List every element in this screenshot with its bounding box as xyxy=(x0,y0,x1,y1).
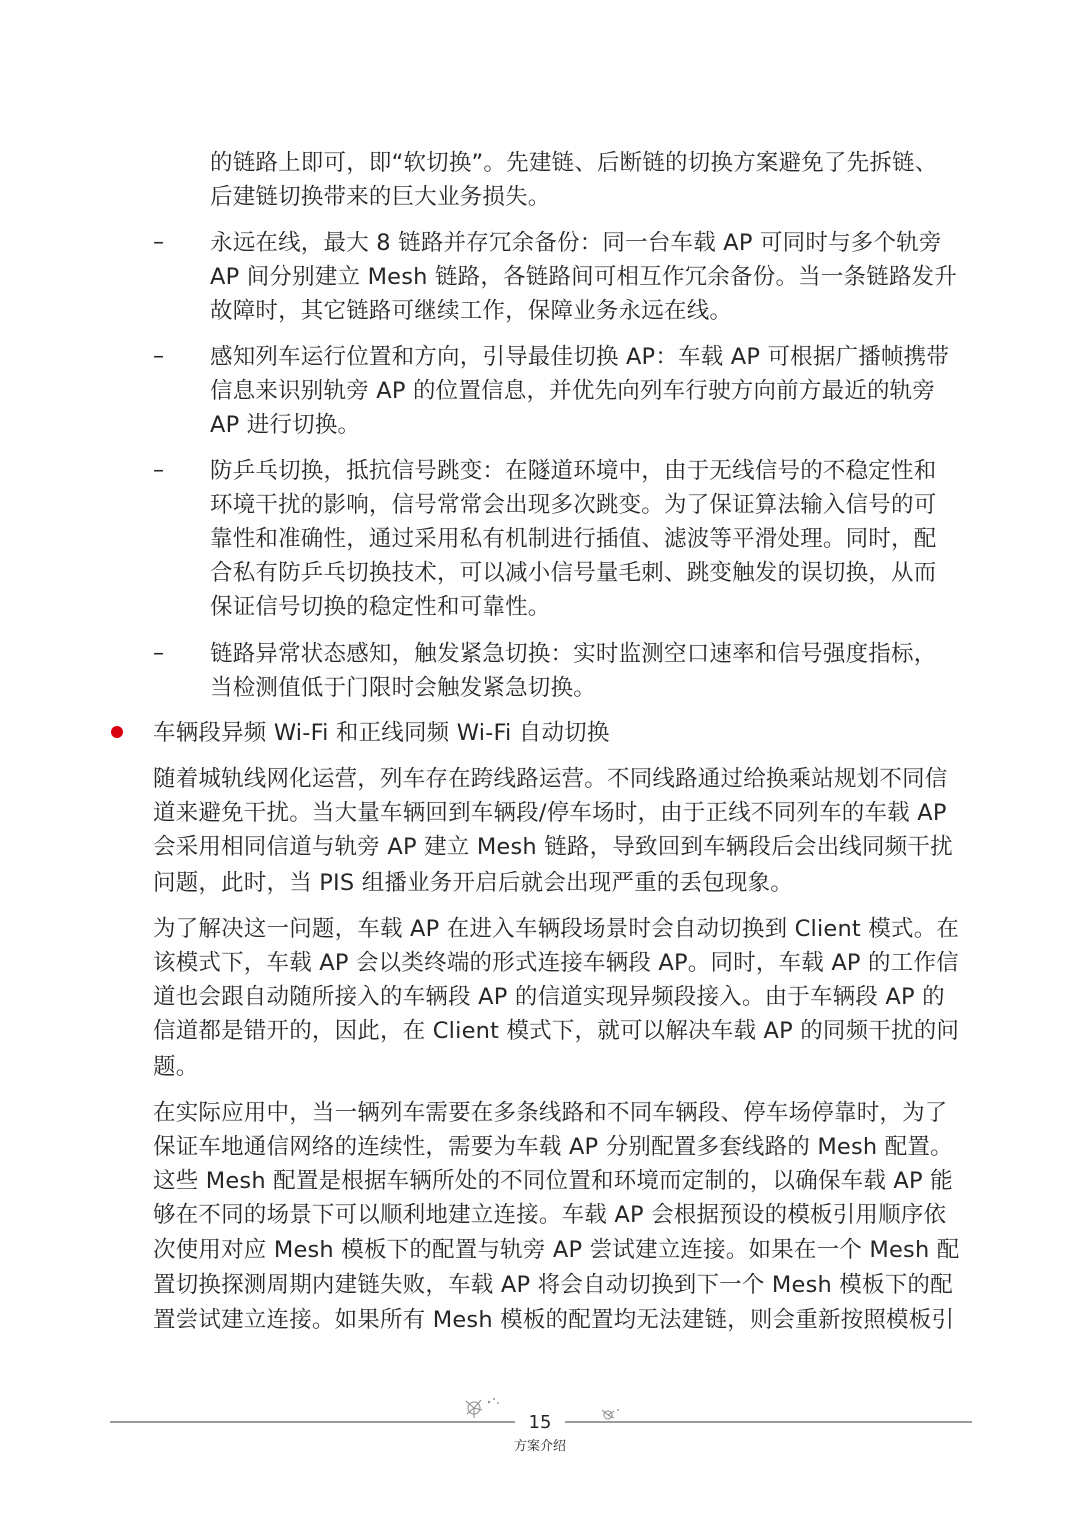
paragraph-line: 会采用相同信道与轨旁 AP 建立 Mesh 链路，导致回到车辆段后会出线同频干扰 xyxy=(153,834,953,860)
paragraph-line: 信道都是错开的，因此，在 Client 模式下，就可以解决车载 AP 的同频干扰的问 xyxy=(153,1018,960,1044)
dash-item-line: 链路异常状态感知，触发紧急切换：实时监测空口速率和信号强度指标， xyxy=(210,641,937,667)
dash-marker: – xyxy=(153,344,164,369)
footer-rule-right xyxy=(565,1421,972,1423)
dash-item-line: 环境干扰的影响，信号常常会出现多次跳变。为了保证算法输入信号的可 xyxy=(210,492,937,518)
paragraph-line: 置切换探测周期内建链失败，车载 AP 将会自动切换到下一个 Mesh 模板下的配 xyxy=(153,1272,953,1298)
dash-item-line: 信息来识别轨旁 AP 的位置信息，并优先向列车行驶方向前方最近的轨旁 xyxy=(210,378,936,404)
paragraph-line: 道来避免干扰。当大量车辆回到车辆段/停车场时，由于正线不同列车的车载 AP xyxy=(153,800,947,826)
dandelion-icon xyxy=(462,1396,504,1420)
paragraph-line: 置尝试建立连接。如果所有 Mesh 模板的配置均无法建链，则会重新按照模板引 xyxy=(153,1307,955,1333)
paragraph-line: 随着城轨线网化运营，列车存在跨线路运营。不同线路通过给换乘站规划不同信 xyxy=(153,766,948,792)
bullet-heading: 车辆段异频 Wi-Fi 和正线同频 Wi-Fi 自动切换 xyxy=(153,720,610,746)
body-line: 的链路上即可，即“软切换”。先建链、后断链的切换方案避免了先拆链、 xyxy=(210,150,938,176)
paragraph-line: 该模式下，车载 AP 会以类终端的形式连接车辆段 AP。同时，车载 AP 的工作信 xyxy=(153,950,959,976)
dash-item-line: 保证信号切换的稳定性和可靠性。 xyxy=(210,594,551,620)
dash-item-line: 故障时，其它链路可继续工作，保障业务永远在线。 xyxy=(210,298,733,324)
dash-item-line: 防乒乓切换，抵抗信号跳变：在隧道环境中，由于无线信号的不稳定性和 xyxy=(210,458,937,484)
paragraph-line: 道也会跟自动随所接入的车辆段 AP 的信道实现异频段接入。由于车辆段 AP 的 xyxy=(153,984,945,1010)
footer-section-name: 方案介绍 xyxy=(513,1439,566,1454)
bullet-dot xyxy=(111,726,123,738)
paragraph-line: 问题，此时，当 PIS 组播业务开启后就会出现严重的丢包现象。 xyxy=(153,870,793,896)
paragraph-line: 次使用对应 Mesh 模板下的配置与轨旁 AP 尝试建立连接。如果在一个 Mesh 配 xyxy=(153,1237,960,1263)
paragraph-line: 这些 Mesh 配置是根据车辆所处的不同位置和环境而定制的，以确保车载 AP 能 xyxy=(153,1168,953,1194)
dash-item-line: 永远在线，最大 8 链路并存冗余备份：同一台车载 AP 可同时与多个轨旁 xyxy=(210,230,942,256)
dash-item-line: 靠性和准确性，通过采用私有机制进行插值、滤波等平滑处理。同时，配 xyxy=(210,526,937,552)
dash-marker: – xyxy=(153,230,164,255)
paragraph-line: 够在不同的场景下可以顺利地建立连接。车载 AP 会根据预设的模板引用顺序依 xyxy=(153,1202,947,1228)
dash-item-line: 当检测值低于门限时会触发紧急切换。 xyxy=(210,675,596,701)
paragraph-line: 为了解决这一问题，车载 AP 在进入车辆段场景时会自动切换到 Client 模式。在 xyxy=(153,916,960,942)
footer-rule-left xyxy=(110,1421,515,1423)
seed-icon xyxy=(598,1406,622,1422)
body-line: 后建链切换带来的巨大业务损失。 xyxy=(210,184,551,210)
paragraph-line: 题。 xyxy=(153,1054,199,1080)
paragraph-line: 保证车地通信网络的连续性，需要为车载 AP 分别配置多套线路的 Mesh 配置。 xyxy=(153,1134,953,1160)
page-number: 15 xyxy=(528,1412,552,1433)
dash-item-line: 感知列车运行位置和方向，引导最佳切换 AP：车载 AP 可根据广播帧携带 xyxy=(210,344,950,370)
paragraph-line: 在实际应用中，当一辆列车需要在多条线路和不同车辆段、停车场停靠时，为了 xyxy=(153,1100,948,1126)
dash-marker: – xyxy=(153,641,164,666)
dash-item-line: AP 间分别建立 Mesh 链路，各链路间可相互作冗余备份。当一条链路发升 xyxy=(210,264,958,290)
dash-marker: – xyxy=(153,458,164,483)
dash-item-line: AP 进行切换。 xyxy=(210,412,361,438)
dash-item-line: 合私有防乒乓切换技术，可以减小信号量毛刺、跳变触发的误切换，从而 xyxy=(210,560,937,586)
